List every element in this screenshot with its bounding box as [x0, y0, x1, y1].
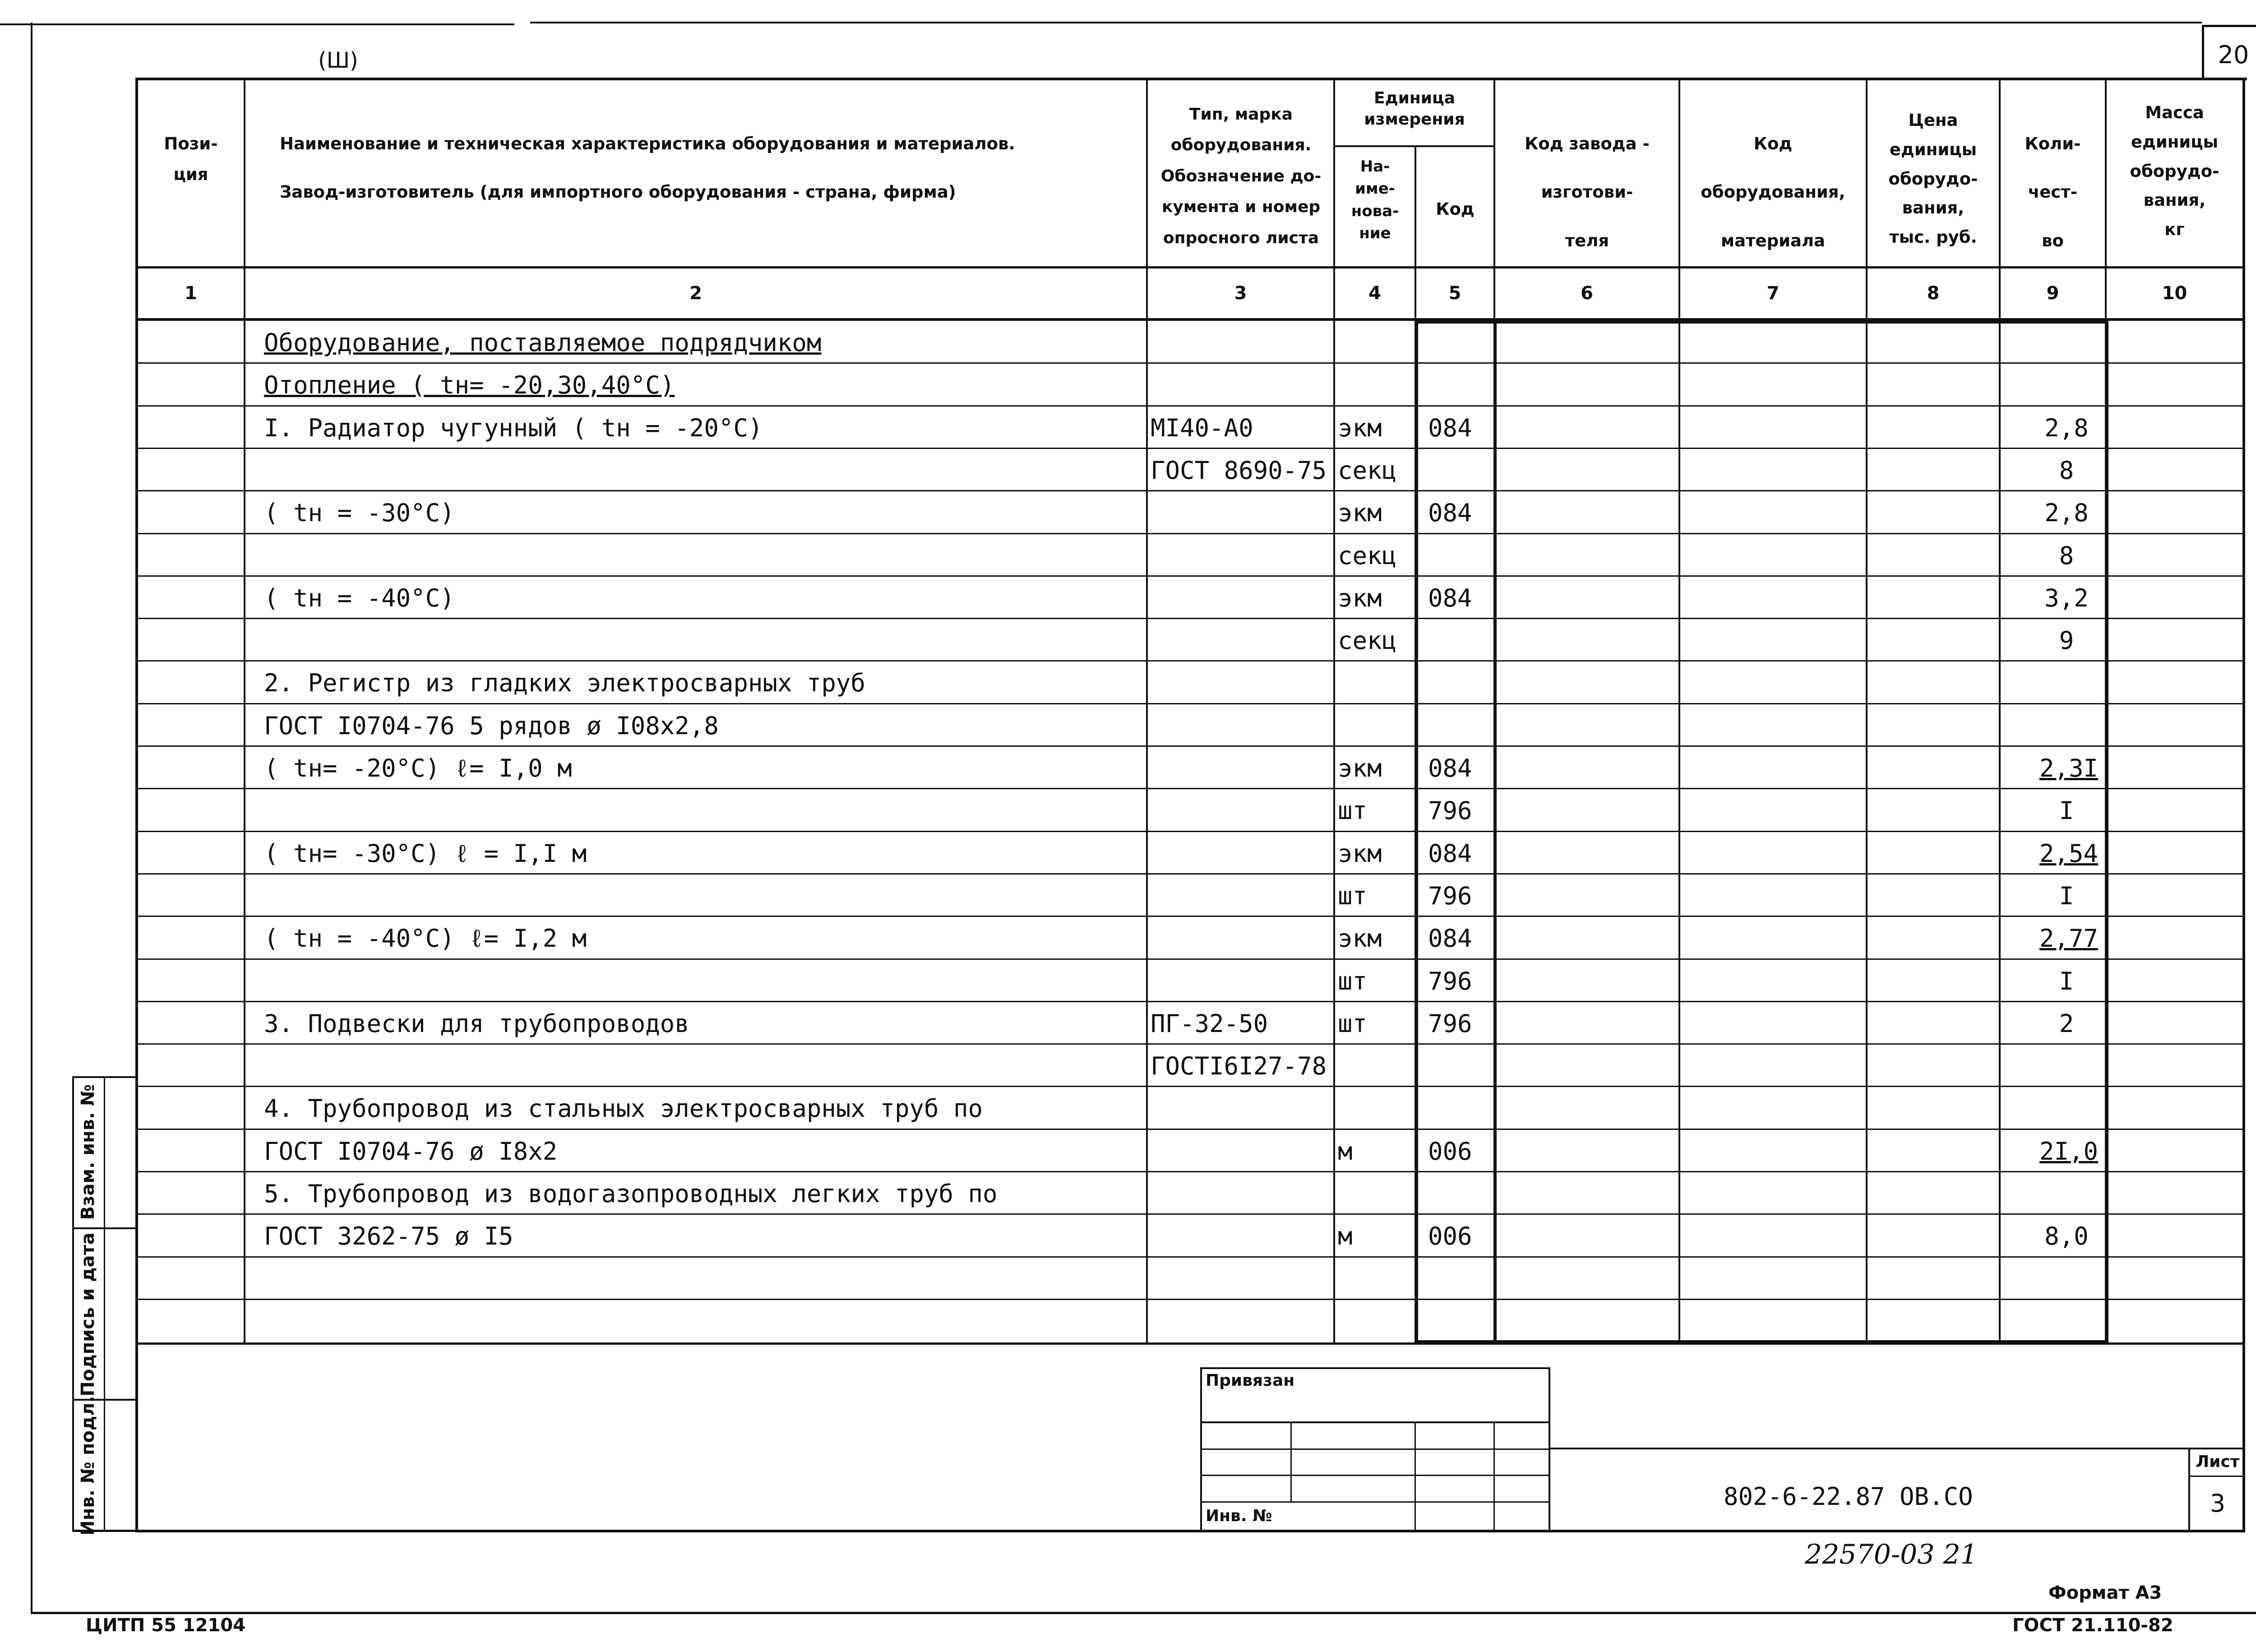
- header-separator: [135, 266, 2245, 268]
- cell-name: ( tн= -30°С) ℓ = I,I м: [264, 839, 587, 868]
- col-num-6: 6: [1581, 283, 1593, 304]
- row-line: [135, 703, 2245, 704]
- col-sep-6: [1678, 78, 1680, 1344]
- cell-qty: 2,54: [2039, 839, 2099, 868]
- col-title-7: Код оборудования, материала: [1701, 134, 1845, 250]
- cell-type: ГОСТI6I27-78: [1151, 1052, 1327, 1080]
- row-line: [135, 958, 2245, 960]
- row-line: [135, 405, 2245, 407]
- col-title-9: Коли- чест- во: [2025, 134, 2081, 250]
- col-sep-9-bold: [2105, 320, 2108, 1345]
- col-sep-4-bold: [1415, 320, 1418, 1345]
- row-line: [135, 831, 2245, 832]
- row-line: [135, 1043, 2245, 1045]
- row-line: [135, 1256, 2245, 1258]
- cell-unit: экм: [1338, 584, 1382, 612]
- cell-name: ( tн = -40°С): [264, 584, 455, 612]
- frame-bottom: [31, 1612, 2256, 1614]
- col-sep-7: [1866, 78, 1868, 1344]
- bold-box-top: [1415, 320, 2108, 324]
- cell-name: ( tн= -20°С) ℓ= I,0 м: [264, 754, 572, 782]
- row-line: [135, 788, 2245, 789]
- cell-code: 006: [1428, 1137, 1472, 1166]
- cell-name: I. Радиатор чугунный ( tн = -20°С): [264, 414, 763, 442]
- tb-row-2: [1200, 1448, 1550, 1450]
- col-title-4: На- име- нова- ние: [1351, 157, 1399, 242]
- footer-right: ГОСТ 21.110-82: [2012, 1615, 2173, 1636]
- cell-code: 006: [1428, 1222, 1472, 1250]
- cell-qty: 8,0: [2044, 1222, 2089, 1250]
- cell-unit: секц: [1338, 456, 1397, 485]
- page-number-box-top: [2202, 25, 2256, 27]
- stamp-inv: Инв. № подл.: [78, 1396, 98, 1536]
- row-line: [135, 448, 2245, 449]
- unit-group-title: Единица измерения: [1364, 89, 1465, 129]
- cell-type: ГОСТ 8690-75: [1151, 456, 1327, 485]
- tb-top: [1200, 1367, 1550, 1369]
- table-top: [135, 78, 2247, 80]
- cell-unit: секц: [1338, 626, 1397, 655]
- cell-qty: 2,77: [2039, 924, 2099, 953]
- format-label: Формат А3: [2048, 1583, 2162, 1603]
- row-line: [135, 1299, 2245, 1300]
- frame-left: [31, 23, 32, 1613]
- cell-qty: I: [2059, 796, 2074, 825]
- tb-list-number: 3: [2210, 1489, 2226, 1518]
- col-sep-3: [1333, 78, 1335, 1344]
- tb-doc-top: [1550, 1448, 2245, 1449]
- cell-unit: шт: [1338, 882, 1368, 910]
- cell-name: 3. Подвески для трубопроводов: [264, 1009, 689, 1038]
- stamp-podpis: Подпись и дата: [78, 1232, 98, 1397]
- cell-name: ГОСТ I0704-76 ø I8х2: [264, 1137, 558, 1166]
- cell-code: 084: [1428, 839, 1472, 868]
- table-bottom: [135, 1530, 2245, 1532]
- row-line: [135, 660, 2245, 662]
- cell-unit: экм: [1338, 499, 1382, 527]
- row-line: [135, 1001, 2245, 1002]
- cell-code: 796: [1428, 796, 1472, 825]
- cell-unit: м: [1338, 1137, 1353, 1166]
- cell-qty: 9: [2059, 626, 2074, 655]
- cell-qty: 8: [2059, 541, 2074, 570]
- tb-col-3: [1493, 1421, 1495, 1532]
- row-line: [135, 916, 2245, 917]
- col-num-7: 7: [1766, 283, 1780, 304]
- stamp-inner: [104, 1076, 105, 1532]
- cell-unit: шт: [1338, 1009, 1368, 1038]
- sheet-label: (Ш): [318, 48, 358, 73]
- cell-qty: 2I,0: [2039, 1137, 2099, 1166]
- col-title-5: Код: [1436, 199, 1475, 219]
- col-num-9: 9: [2046, 283, 2059, 304]
- col-title-3: Тип, марка оборудования. Обозначение до- кумента и номер опросного листа: [1160, 105, 1322, 247]
- row-line: [135, 1086, 2245, 1087]
- cell-code: 796: [1428, 1009, 1472, 1038]
- cell-qty: 2: [2059, 1009, 2074, 1038]
- cell-name: Отопление ( tн= -20,30,40°С): [264, 371, 675, 399]
- cell-qty: 2,8: [2044, 499, 2089, 527]
- cell-code: 084: [1428, 499, 1472, 527]
- stamp-left: [72, 1076, 74, 1532]
- col-title-8: Цена единицы оборудо- вания, тыс. руб.: [1888, 111, 1978, 247]
- tb-list-label: Лист: [2196, 1453, 2240, 1471]
- handwritten-number: 22570-03 21: [1805, 1539, 1978, 1570]
- col-num-10: 10: [2162, 283, 2187, 304]
- tb-privyazan: Привязан: [1206, 1371, 1295, 1390]
- unit-group-separator: [1333, 145, 1495, 147]
- cell-qty: I: [2059, 967, 2074, 995]
- cell-type: МI40-А0: [1151, 414, 1253, 442]
- col-num-2: 2: [689, 283, 702, 304]
- row-line: [135, 1171, 2245, 1172]
- tb-row-1: [1200, 1421, 1550, 1423]
- col-sep-2: [1146, 78, 1148, 1344]
- top-line-right: [530, 22, 2202, 23]
- top-line-left: [0, 23, 514, 25]
- page-number-box-left: [2202, 25, 2204, 79]
- cell-qty: 3,2: [2044, 584, 2089, 612]
- col-title-10: Масса единицы оборудо- вания, кг: [2130, 103, 2219, 239]
- table-right: [2242, 78, 2245, 1532]
- col-num-5: 5: [1448, 283, 1461, 304]
- row-line: [135, 618, 2245, 619]
- col-sep-5-bold: [1493, 320, 1497, 1345]
- tb-col-1: [1290, 1421, 1292, 1503]
- col-title-1: Пози- ция: [164, 134, 218, 185]
- cell-unit: экм: [1338, 414, 1382, 442]
- cell-unit: шт: [1338, 796, 1368, 825]
- cell-unit: м: [1338, 1222, 1353, 1250]
- cell-name: ( tн = -40°С) ℓ= I,2 м: [264, 924, 587, 953]
- page-number: 20: [2218, 41, 2249, 69]
- cell-name: Оборудование, поставляемое подрядчиком: [264, 329, 822, 357]
- cell-qty: 2,3I: [2039, 754, 2099, 782]
- row-line: [135, 575, 2245, 577]
- col-sep-1: [244, 78, 245, 1344]
- tb-row-3: [1200, 1475, 1550, 1476]
- cell-qty: 2,8: [2044, 414, 2089, 442]
- col-sep-8: [1999, 78, 2001, 1344]
- tb-row-4: [1200, 1501, 1550, 1503]
- cell-code: 796: [1428, 882, 1472, 910]
- cell-unit: экм: [1338, 754, 1382, 782]
- tb-list-sep: [2188, 1476, 2245, 1477]
- col-num-3: 3: [1234, 283, 1247, 304]
- col-title-2: Наименование и техническая характеристика оборудования и материалов. Завод-изготовитель (для импортного оборудования - страна, фирма): [280, 134, 1015, 202]
- cell-code: 084: [1428, 584, 1472, 612]
- row-line: [135, 1129, 2245, 1130]
- stamp-vzam: Взам. инв. №: [78, 1084, 98, 1220]
- cell-code: 084: [1428, 414, 1472, 442]
- col-title-6: Код завода - изготови- теля: [1525, 134, 1650, 250]
- row-line: [135, 745, 2245, 747]
- col-num-1: 1: [185, 283, 197, 304]
- cell-unit: секц: [1338, 541, 1397, 570]
- cell-unit: шт: [1338, 967, 1368, 995]
- cell-name: 5. Трубопровод из водогазопроводных легких труб по: [264, 1180, 998, 1208]
- cell-name: ГОСТ 3262-75 ø I5: [264, 1222, 513, 1250]
- cell-code: 084: [1428, 754, 1472, 782]
- cell-name: 4. Трубопровод из стальных электросварных труб по: [264, 1094, 983, 1123]
- cell-code: 084: [1428, 924, 1472, 953]
- cell-name: 2. Регистр из гладких электросварных труб: [264, 669, 865, 697]
- bold-box-bottom: [1415, 1340, 2108, 1344]
- col-num-4: 4: [1368, 283, 1381, 304]
- cell-name: ГОСТ I0704-76 5 рядов ø I08х2,8: [264, 712, 719, 740]
- tb-inv-no: Инв. №: [1206, 1507, 1272, 1525]
- row-line: [135, 1213, 2245, 1215]
- tb-doc-code: 802-6-22.87 ОВ.СО: [1724, 1482, 1973, 1511]
- col-num-8: 8: [1927, 283, 1940, 304]
- row-line: [135, 362, 2245, 364]
- cell-unit: экм: [1338, 839, 1382, 868]
- row-line: [135, 533, 2245, 534]
- footer-left: ЦИТП 55 12104: [86, 1615, 246, 1636]
- cell-name: ( tн = -30°С): [264, 499, 455, 527]
- cell-type: ПГ-32-50: [1151, 1009, 1268, 1038]
- tb-list-left: [2188, 1448, 2190, 1532]
- row-line: [135, 490, 2245, 491]
- cell-unit: экм: [1338, 924, 1382, 953]
- cell-code: 796: [1428, 967, 1472, 995]
- cell-qty: I: [2059, 882, 2074, 910]
- tb-col-2: [1415, 1421, 1416, 1532]
- row-line: [135, 873, 2245, 875]
- cell-qty: 8: [2059, 456, 2074, 485]
